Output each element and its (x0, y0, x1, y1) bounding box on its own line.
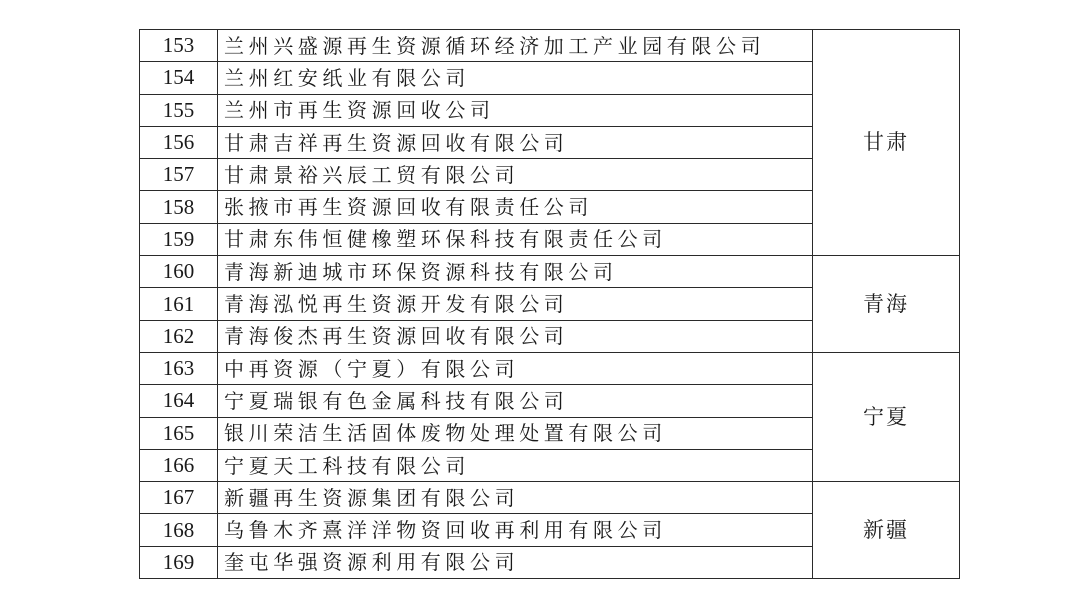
region-cell: 青海 (813, 256, 960, 353)
row-number: 158 (140, 191, 218, 223)
row-number: 153 (140, 30, 218, 62)
company-name: 甘肃景裕兴辰工贸有限公司 (218, 159, 813, 191)
table-row (140, 256, 960, 288)
company-name: 青海俊杰再生资源回收有限公司 (218, 320, 813, 352)
row-number: 163 (140, 352, 218, 384)
table-row (140, 352, 960, 384)
row-number: 155 (140, 94, 218, 126)
row-number: 165 (140, 417, 218, 449)
company-name: 中再资源（宁夏）有限公司 (218, 352, 813, 384)
row-number: 159 (140, 223, 218, 255)
row-number: 154 (140, 62, 218, 94)
company-name: 张掖市再生资源回收有限责任公司 (218, 191, 813, 223)
company-name: 甘肃东伟恒健橡塑环保科技有限责任公司 (218, 223, 813, 255)
company-name: 银川荣洁生活固体废物处理处置有限公司 (218, 417, 813, 449)
enterprise-list-table (139, 29, 960, 579)
company-name: 兰州市再生资源回收公司 (218, 94, 813, 126)
row-number: 164 (140, 385, 218, 417)
company-name: 兰州红安纸业有限公司 (218, 62, 813, 94)
region-cell: 甘肃 (813, 30, 960, 256)
table-row (140, 30, 960, 62)
table-body (140, 30, 960, 579)
row-number: 157 (140, 159, 218, 191)
row-number: 167 (140, 482, 218, 514)
company-name: 青海新迪城市环保资源科技有限公司 (218, 256, 813, 288)
row-number: 162 (140, 320, 218, 352)
company-name: 乌鲁木齐熹洋洋物资回收再利用有限公司 (218, 514, 813, 546)
region-cell: 新疆 (813, 482, 960, 579)
row-number: 169 (140, 546, 218, 578)
row-number: 156 (140, 126, 218, 158)
table-row (140, 482, 960, 514)
row-number: 166 (140, 449, 218, 481)
company-name: 兰州兴盛源再生资源循环经济加工产业园有限公司 (218, 30, 813, 62)
row-number: 160 (140, 256, 218, 288)
row-number: 161 (140, 288, 218, 320)
region-cell: 宁夏 (813, 352, 960, 481)
company-name: 新疆再生资源集团有限公司 (218, 482, 813, 514)
company-name: 甘肃吉祥再生资源回收有限公司 (218, 126, 813, 158)
company-name: 青海泓悦再生资源开发有限公司 (218, 288, 813, 320)
row-number: 168 (140, 514, 218, 546)
company-name: 宁夏天工科技有限公司 (218, 449, 813, 481)
company-name: 宁夏瑞银有色金属科技有限公司 (218, 385, 813, 417)
company-name: 奎屯华强资源利用有限公司 (218, 546, 813, 578)
